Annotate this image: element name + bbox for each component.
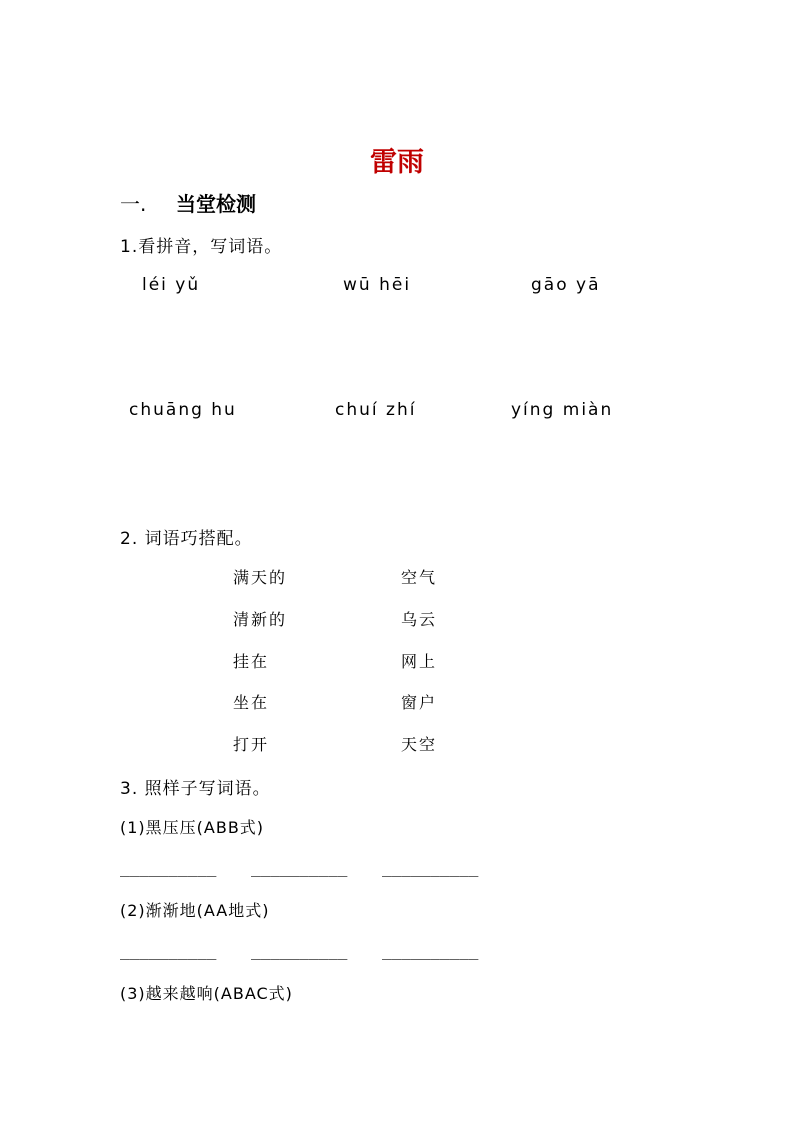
- answer-blank: __________: [382, 858, 479, 877]
- match-left-word: 坐在: [233, 693, 270, 712]
- section-label: 当堂检测: [176, 192, 256, 216]
- answer-blank: __________: [251, 941, 348, 960]
- section-number: 一.: [120, 192, 147, 216]
- match-left-word: 挂在: [233, 652, 270, 671]
- answer-blank: __________: [120, 858, 217, 877]
- match-right-word: 乌云: [401, 610, 438, 629]
- pinyin-chuang-hu: chuāng hu: [129, 400, 237, 420]
- match-left-word: 打开: [233, 735, 270, 754]
- question-2-prompt: 2. 词语巧搭配。: [120, 529, 253, 549]
- answer-blank: __________: [120, 941, 217, 960]
- answer-blank: __________: [382, 941, 479, 960]
- answer-blank: __________: [251, 858, 348, 877]
- match-left-word: 清新的: [233, 610, 288, 629]
- match-right-word: 空气: [401, 568, 438, 587]
- match-left-word: 满天的: [233, 568, 288, 587]
- page-title: 雷雨: [370, 147, 424, 178]
- question-3-item-1: (1)黑压压(ABB式): [120, 818, 265, 837]
- match-right-word: 网上: [401, 652, 438, 671]
- pinyin-chui-zhi: chuí zhí: [335, 400, 417, 420]
- pinyin-gao-ya: gāo yā: [531, 275, 601, 295]
- pinyin-wu-hei: wū hēi: [343, 275, 412, 295]
- match-right-word: 窗户: [401, 693, 438, 712]
- question-1-prompt: 1.看拼音，写词语。: [120, 237, 283, 257]
- pinyin-ying-mian: yíng miàn: [511, 400, 614, 420]
- match-right-word: 天空: [401, 735, 438, 754]
- pinyin-lei-yu: léi yǔ: [142, 275, 201, 295]
- section-heading: [120, 188, 256, 217]
- question-3-item-3: (3)越来越响(ABAC式): [120, 984, 293, 1003]
- question-3-item-2: (2)渐渐地(AA地式): [120, 901, 270, 920]
- question-3-prompt: 3. 照样子写词语。: [120, 779, 271, 799]
